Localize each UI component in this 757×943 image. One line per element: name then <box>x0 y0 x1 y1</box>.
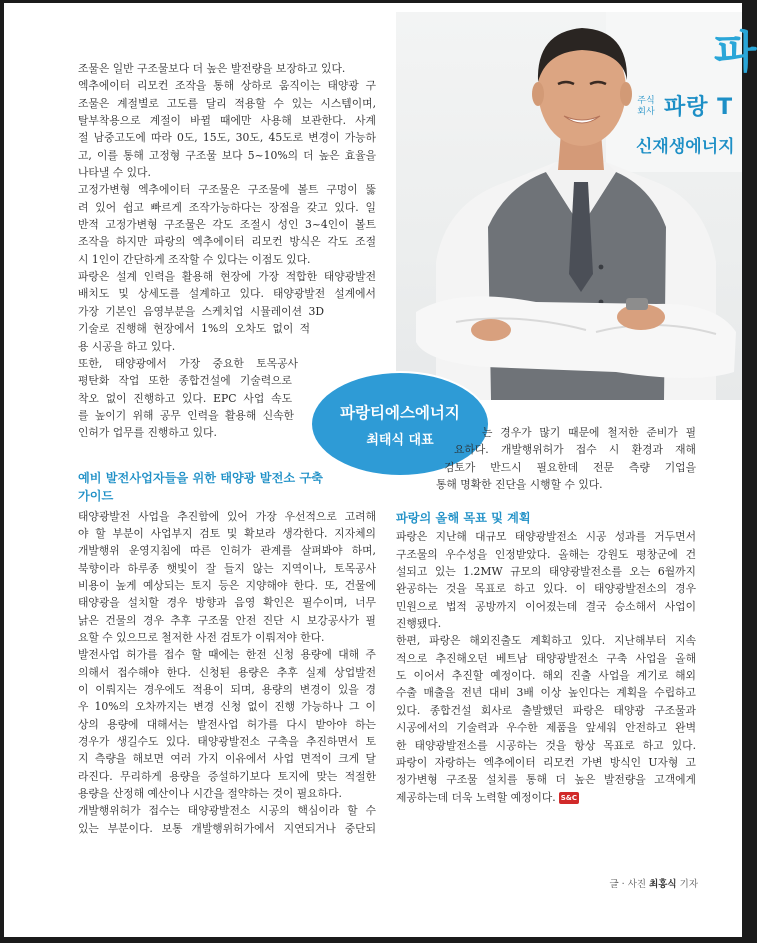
brand-subtitle: 신재생에너지 <box>636 137 735 157</box>
text-line: 용 시공을 하고 있다. <box>78 339 176 353</box>
end-mark-icon: S&C <box>560 793 578 802</box>
text-line: 정가변형 구조물 설치를 통해 더 높은 발전량을 고객에게 <box>396 773 696 787</box>
text-line: 낡은 건물의 경우 추후 구조물 안전 진단 시 보강공사가 필 <box>78 613 376 627</box>
text-line: 완공하는 것을 목표로 하고 있다. 이 태양광발전소의 경우 <box>396 582 696 596</box>
text-line: 절 남중고도에 따라 0도, 15도, 30도, 45도로 변경이 가능하 <box>78 131 376 145</box>
text-line: 도 이어서 추진할 예정이다. 해외 진출 사업을 계기로 해외 <box>396 669 696 683</box>
text-line: 민원으로 법적 공방까지 이어졌는데 결국 승소해서 사업이 <box>396 599 696 613</box>
text-line: 려 있어 쉽고 빠르게 조작가능하다는 장점을 갖고 있다. 일 <box>78 200 376 214</box>
person-title: 최태식 대표 <box>366 433 434 448</box>
text-line: 구조물의 우수성을 인정받았다. 올해는 강원도 평창군에 건 <box>396 547 696 561</box>
text-line: 비용이 높게 예상되는 토지 등은 지양해야 한다. 또, 건물에 <box>78 578 376 592</box>
text-line: 수출 매출을 전년 대비 3배 이상 높인다는 계획을 수립하고 <box>396 686 696 700</box>
text-line: 있다. 종합건설 회사로 출발했던 파랑은 태양광 구조물과 <box>396 703 696 717</box>
text-line: 통해 명확한 진단을 시행할 수 있다. <box>436 478 603 492</box>
text-line: 용량을 산정해 예산이나 시간을 절약하는 것이 필요하다. <box>78 787 342 801</box>
portrait-photo <box>396 12 757 400</box>
text-line: 의해서 접수해야 한다. 신청된 용량은 추후 실제 상업발전 <box>78 665 376 679</box>
text-line: 개발행위허가 접수는 태양광발전소 시공의 핵심이라 할 수 <box>78 804 376 818</box>
text-line: 있는 부분이다. 보통 개발행위허가에서 지연되거나 중단되 <box>78 821 376 835</box>
text-line: 지 측량을 해보면 여러 가지 이유에서 사업 면적이 크게 달 <box>78 752 376 766</box>
text-line: 기술로 진행해 현장에서 1%의 오차도 없이 적 <box>78 322 310 336</box>
text-line: 파랑이 자랑하는 엑추에이터 리모컨 가변 방식인 U자형 고 <box>396 755 696 769</box>
text-line: 가장 기본인 음영부분을 스케치업 시뮬레이션 3D <box>78 304 324 318</box>
magazine-page <box>4 3 757 937</box>
text-line: 이 이뤄지는 경우에도 적용이 되며, 용량의 변경이 있을 경 <box>78 683 376 696</box>
text-line: 상의 용량에 대해서는 발전사업 허가를 다시 받아야 하는 <box>78 717 376 731</box>
text-line: 제공하는데 더욱 노력할 예정이다. S&C <box>396 790 578 804</box>
text-line: 파랑은 설계 인력을 활용해 현장에 가장 적합한 태양광발전 <box>78 270 376 284</box>
text-line: 설되고 있는 1.2MW 규모의 태양광발전소를 오는 6월까지 <box>396 565 696 579</box>
company-name: 파랑티에스에너지 <box>340 404 460 422</box>
text-line: 평탄화 작업 또한 종합건설에 기술력으로 <box>78 374 292 388</box>
text-line: 조물은 계절별로 고도를 달리 적용할 수 있는 시스템이며, <box>78 96 376 110</box>
section-heading: 예비 발전사업자들을 위한 태양광 발전소 구축 가이드 <box>78 470 323 503</box>
text-line: 고정가변형 엑추에이터 구조물은 구조물에 볼트 구멍이 뚫 <box>78 183 376 197</box>
portrait-illustration <box>396 12 742 400</box>
text-line: 조작을 하지만 파랑의 엑추에이터 리모컨 방식은 각도 조절 <box>78 235 376 249</box>
text-line: 조물은 일반 구조물보다 더 높은 발전량을 보장하고 있다. <box>78 62 346 75</box>
byline: 글 · 사진 최홍식 기자 <box>609 879 698 890</box>
text-line: 태양광발전 사업을 추진함에 있어 가장 우선적으로 고려해 <box>78 509 376 523</box>
brand-name: 파랑 T <box>664 95 734 120</box>
text-line: 태양광을 설치할 경우 방향과 음영 확인은 필수이며, 너무 <box>78 596 376 610</box>
text-line: 우 10%의 오차까지는 변경 신청 없이 진행 가능하나 그 이 <box>78 700 376 714</box>
text-line: 라진다. 무리하게 용량을 증설하기보다 토지에 맞는 적절한 <box>78 769 376 783</box>
brand-logo-icon: 파 <box>714 27 757 78</box>
text-line: 요하다. 개발행위허가 접수 시 환경과 재해 <box>454 443 696 457</box>
text-line: 발전사업 허가를 접수 할 때에는 한전 신청 용량에 대해 주 <box>78 648 376 662</box>
text-line: 반적 고정가변형 구조물은 각도 조절시 성인 3~4인이 볼트 <box>78 218 376 232</box>
text-line: 또한, 태양광에서 가장 중요한 토목공사 <box>78 356 298 370</box>
text-line: 를 높이기 위해 공무 인력을 활용해 신속한 <box>78 408 294 422</box>
text-line: 한 태양광발전소를 시공하는 것을 항상 목표로 하고 있다. <box>396 738 696 752</box>
text-line: 요할 수 있으므로 철저한 사전 검토가 이뤄져야 한다. <box>78 630 325 644</box>
text-line: 인허가 업무를 진행하고 있다. <box>78 426 217 440</box>
text-line: 경우가 생길수도 있다. 태양광발전소 구축을 추진하면서 토 <box>78 735 376 749</box>
text-line: 시 1인이 간단하게 조작할 수 있다는 이점도 있다. <box>78 252 311 266</box>
text-line: 북향이라 하루종 햇빛이 잘 들지 않는 지역이나, 토목공사 <box>78 561 376 575</box>
text-line: 야 할 부분이 사업부지 검토 및 확보라 생각한다. 지자체의 <box>78 526 376 540</box>
text-line: 엑추에이터 리모컨 조작을 통해 상하로 움직이는 태양광 구 <box>78 79 376 93</box>
text-line: 는 경우가 많기 때문에 철저한 준비가 필 <box>482 426 696 439</box>
text-line: 적으로 추진해오던 베트남 태양광발전소 구축 사업을 올해 <box>396 651 696 665</box>
text-line: 시공에서의 기술력과 우수한 제품을 앞세워 안전하고 완벽 <box>396 721 696 735</box>
text-line: 탈부착용으로 계절이 바뀔 때에만 사용해 보관한다. 사계 <box>78 114 376 128</box>
text-line: 나타낼 수 있다. <box>78 166 151 180</box>
text-line: 배치도 및 상세도를 설계하고 있다. 태양광발전 설계에서 <box>78 287 376 301</box>
text-line: 고, 이를 통해 고정형 구조물 보다 5~10%의 더 높은 효율을 <box>78 148 376 162</box>
right-column <box>396 424 696 806</box>
brand-company-type: 주식 회사 <box>637 96 655 117</box>
text-line: 파랑은 지난해 대규모 태양광발전소 시공 성과를 거두면서 <box>396 530 696 544</box>
text-line: 한편, 파랑은 해외진출도 계획하고 있다. 지난해부터 지속 <box>396 634 696 648</box>
text-line: 진행됐다. <box>396 617 442 631</box>
section-heading: 파랑의 올해 목표 및 계획 <box>396 511 531 526</box>
text-line: 개발행위 운영지침에 따른 인허가 관계를 살펴봐야 하며, <box>78 544 376 558</box>
text-line: 착오 없이 진행하고 있다. EPC 사업 속도 <box>78 391 292 405</box>
text-line: 검토가 반드시 필요한데 전문 측량 기업을 <box>444 460 696 474</box>
